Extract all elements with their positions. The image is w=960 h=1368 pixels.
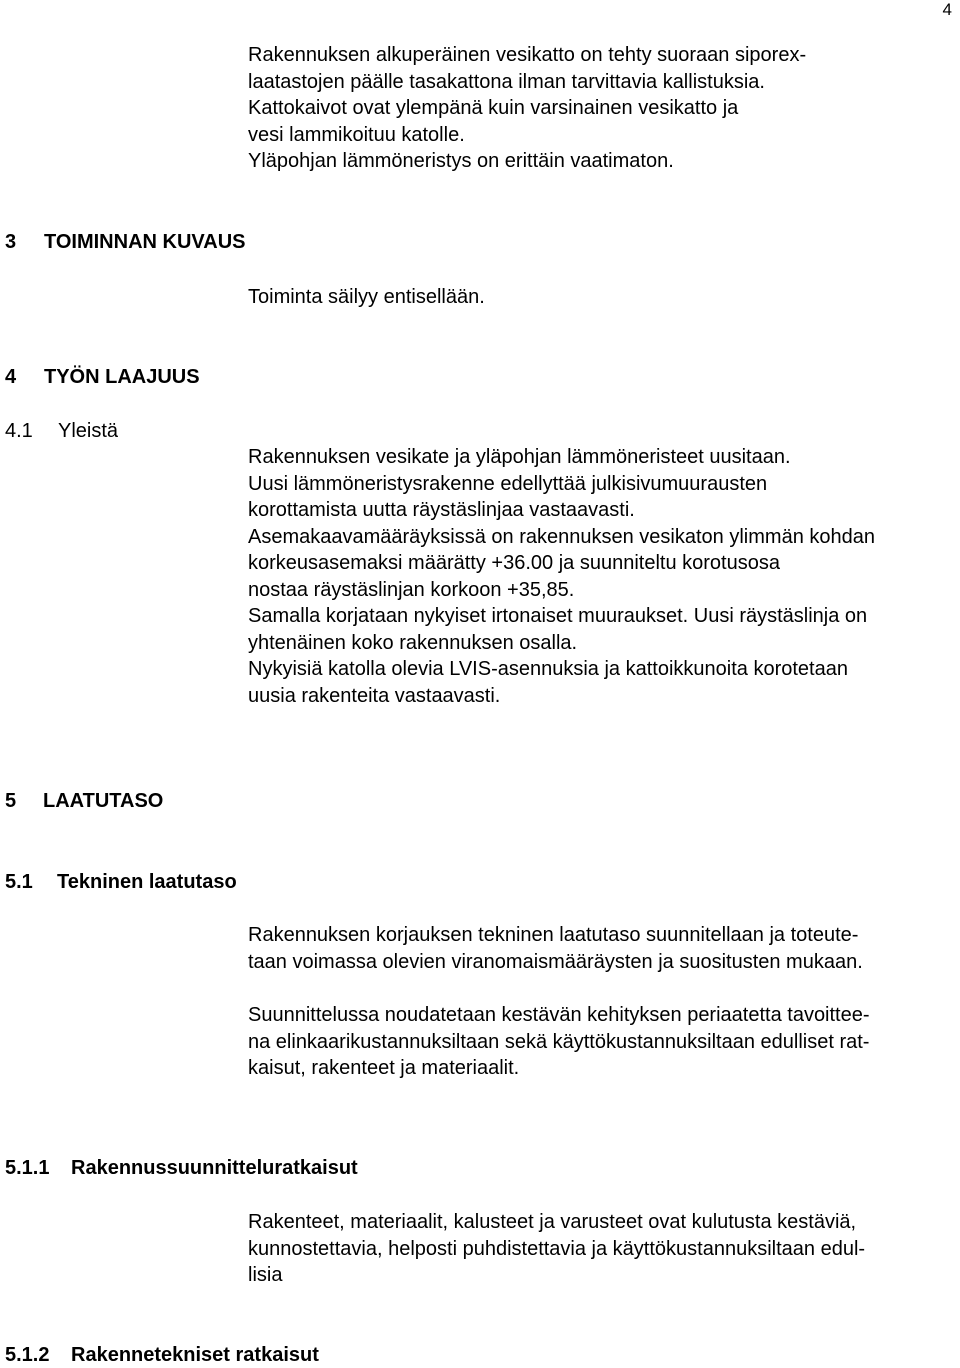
section-5-1-line: Suunnittelussa noudatetaan kestävän kehityksen periaatetta tavoittee- xyxy=(248,1004,870,1026)
section-4-line: nostaa räystäslinjan korkoon +35,85. xyxy=(248,578,575,601)
page-number: 4 xyxy=(942,0,952,19)
section-4-1-number: 4.1 xyxy=(5,420,33,442)
intro-line: laatastojen päälle tasakattona ilman tarvittavia kallistuksia. xyxy=(248,70,765,93)
section-5-number: 5 xyxy=(5,790,17,812)
section-5-1-1-body xyxy=(248,1209,960,1289)
intro-line: Yläpohjan lämmöneristys on erittäin vaatimaton. xyxy=(248,150,674,172)
section-5-1-number: 5.1 xyxy=(5,871,33,893)
section-4-heading xyxy=(5,364,200,390)
section-3-body xyxy=(248,284,960,311)
intro-paragraph xyxy=(248,42,960,175)
section-5-1-line: taan voimassa olevien viranomaismääräysten ja suositusten mukaan. xyxy=(248,950,863,973)
intro-line: Rakennuksen alkuperäinen vesikatto on tehty suoraan siporex- xyxy=(248,44,807,66)
section-3-title: TOIMINNAN KUVAUS xyxy=(44,231,246,253)
section-5-1-title: Tekninen laatutaso xyxy=(57,871,237,893)
section-5-1-paragraph-1 xyxy=(248,922,960,975)
intro-line: vesi lammikoituu katolle. xyxy=(248,123,465,146)
section-5-1-2-number: 5.1.2 xyxy=(5,1344,50,1366)
section-5-1-1-line: Rakenteet, materiaalit, kalusteet ja varusteet ovat kulutusta kestäviä, xyxy=(248,1211,857,1233)
intro-line: Kattokaivot ovat ylempänä kuin varsinainen vesikatto ja xyxy=(248,97,739,119)
section-5-1-line: kaisut, rakenteet ja materiaalit. xyxy=(248,1057,520,1079)
section-4-title: TYÖN LAAJUUS xyxy=(44,366,200,388)
section-4-line: Asemakaavamääräyksissä on rakennuksen vesikaton ylimmän kohdan xyxy=(248,525,875,548)
section-5-1-2-heading xyxy=(5,1342,319,1368)
section-3-text: Toiminta säilyy entisellään. xyxy=(248,286,485,308)
section-4-line: Samalla korjataan nykyiset irtonaiset muuraukset. Uusi räystäslinja on xyxy=(248,605,868,627)
section-5-1-2-title: Rakennetekniset ratkaisut xyxy=(71,1344,319,1366)
section-4-1-title: Yleistä xyxy=(58,420,119,442)
section-4-line: korkeusasemaksi määrätty +36.00 ja suunniteltu korotusosa xyxy=(248,552,780,574)
section-5-1-line: na elinkaarikustannuksiltaan sekä käyttökustannuksiltaan edulliset rat- xyxy=(248,1030,870,1053)
section-3-number: 3 xyxy=(5,231,17,253)
section-5-1-line: Rakennuksen korjauksen tekninen laatutaso suunnitellaan ja toteute- xyxy=(248,924,859,946)
section-5-1-1-number: 5.1.1 xyxy=(5,1157,50,1179)
section-3-heading xyxy=(5,229,245,255)
section-4-1-heading xyxy=(5,418,118,444)
section-4-line: Nykyisiä katolla olevia LVIS-asennuksia ja kattoikkunoita korotetaan xyxy=(248,658,848,680)
section-5-heading xyxy=(5,788,163,814)
section-5-1-paragraph-2 xyxy=(248,1002,960,1082)
section-4-line: korottamista uutta räystäslinjaa vastaavasti. xyxy=(248,499,635,521)
section-4-line: Rakennuksen vesikate ja yläpohjan lämmöneristeet uusitaan. xyxy=(248,446,791,468)
section-5-1-1-line: lisia xyxy=(248,1264,283,1286)
section-4-line: Uusi lämmöneristysrakenne edellyttää julkisivumuurausten xyxy=(248,472,768,495)
section-4-line: yhtenäinen koko rakennuksen osalla. xyxy=(248,631,578,654)
section-4-line: uusia rakenteita vastaavasti. xyxy=(248,684,501,707)
section-4-number: 4 xyxy=(5,366,17,388)
section-5-1-1-title: Rakennussuunnitteluratkaisut xyxy=(71,1157,358,1179)
section-5-title: LAATUTASO xyxy=(43,790,164,812)
section-5-1-heading xyxy=(5,869,237,895)
section-5-1-1-line: kunnostettavia, helposti puhdistettavia ja käyttökustannuksiltaan edul- xyxy=(248,1237,866,1260)
section-4-1-body xyxy=(248,444,960,709)
section-5-1-1-heading xyxy=(5,1155,358,1181)
